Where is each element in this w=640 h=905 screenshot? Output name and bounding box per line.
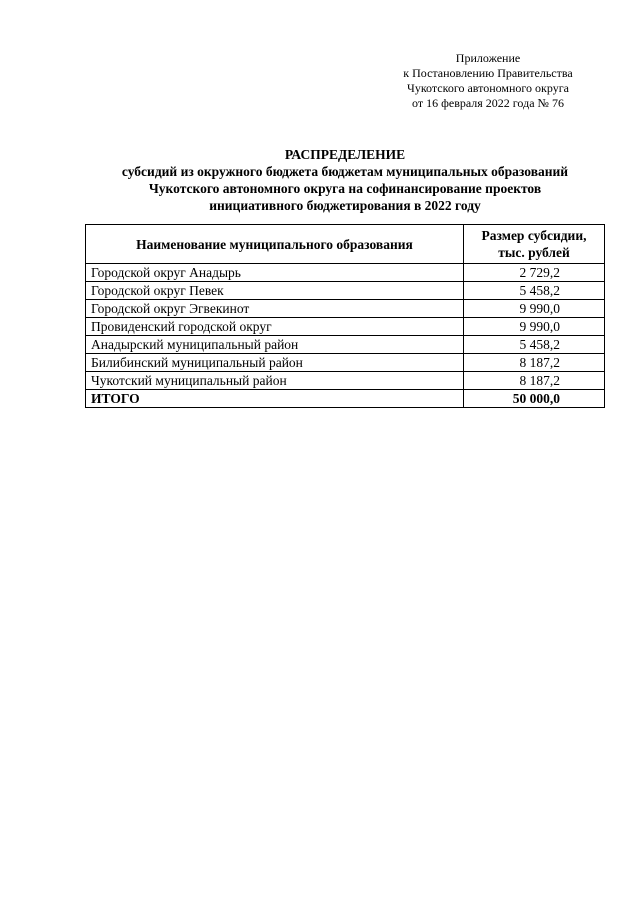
table-row <box>86 336 605 354</box>
total-label: ИТОГО <box>86 390 464 408</box>
column-header-amount-line: Размер субсидии, <box>481 228 587 243</box>
document-title: РАСПРЕДЕЛЕНИЕ <box>284 147 406 162</box>
subsidy-amount: 9 990,0 <box>464 300 605 318</box>
column-header-amount-line: тыс. рублей <box>498 245 570 260</box>
municipality-name: Городской округ Анадырь <box>86 264 464 282</box>
appendix-line: Чукотского автономного округа <box>407 81 569 95</box>
total-row <box>86 390 605 408</box>
municipality-name: Билибинский муниципальный район <box>86 354 464 372</box>
municipality-name: Чукотский муниципальный район <box>86 372 464 390</box>
table-row <box>86 372 605 390</box>
distribution-table <box>85 224 605 408</box>
appendix-line: Приложение <box>455 51 521 65</box>
table-row <box>86 264 605 282</box>
document-subtitle-line: инициативного бюджетирования в 2022 году <box>209 198 481 213</box>
municipality-name: Анадырский муниципальный район <box>86 336 464 354</box>
table-row <box>86 318 605 336</box>
subsidy-amount: 8 187,2 <box>464 372 605 390</box>
table-body <box>86 264 605 408</box>
subsidy-amount: 5 458,2 <box>464 282 605 300</box>
appendix-line: к Постановлению Правительства <box>403 66 573 80</box>
document-subtitle-line: Чукотского автономного округа на софинансирование проектов <box>148 181 542 196</box>
table-row <box>86 300 605 318</box>
column-header-name: Наименование муниципального образования <box>86 225 464 264</box>
municipality-name: Провиденский городской округ <box>86 318 464 336</box>
municipality-name: Городской округ Певек <box>86 282 464 300</box>
subsidy-amount: 2 729,2 <box>464 264 605 282</box>
table-row <box>86 282 605 300</box>
subsidy-amount: 5 458,2 <box>464 336 605 354</box>
appendix-line: от 16 февраля 2022 года № 76 <box>412 96 564 110</box>
subsidy-amount: 9 990,0 <box>464 318 605 336</box>
subsidy-amount: 8 187,2 <box>464 354 605 372</box>
appendix-note <box>380 51 596 111</box>
document-subtitle-line: субсидий из окружного бюджета бюджетам муниципальных образований <box>121 164 569 179</box>
table-row <box>86 354 605 372</box>
table-header-row <box>86 225 605 264</box>
document-heading <box>40 146 640 214</box>
column-header-amount <box>464 225 605 264</box>
total-amount: 50 000,0 <box>464 390 605 408</box>
municipality-name: Городской округ Эгвекинот <box>86 300 464 318</box>
